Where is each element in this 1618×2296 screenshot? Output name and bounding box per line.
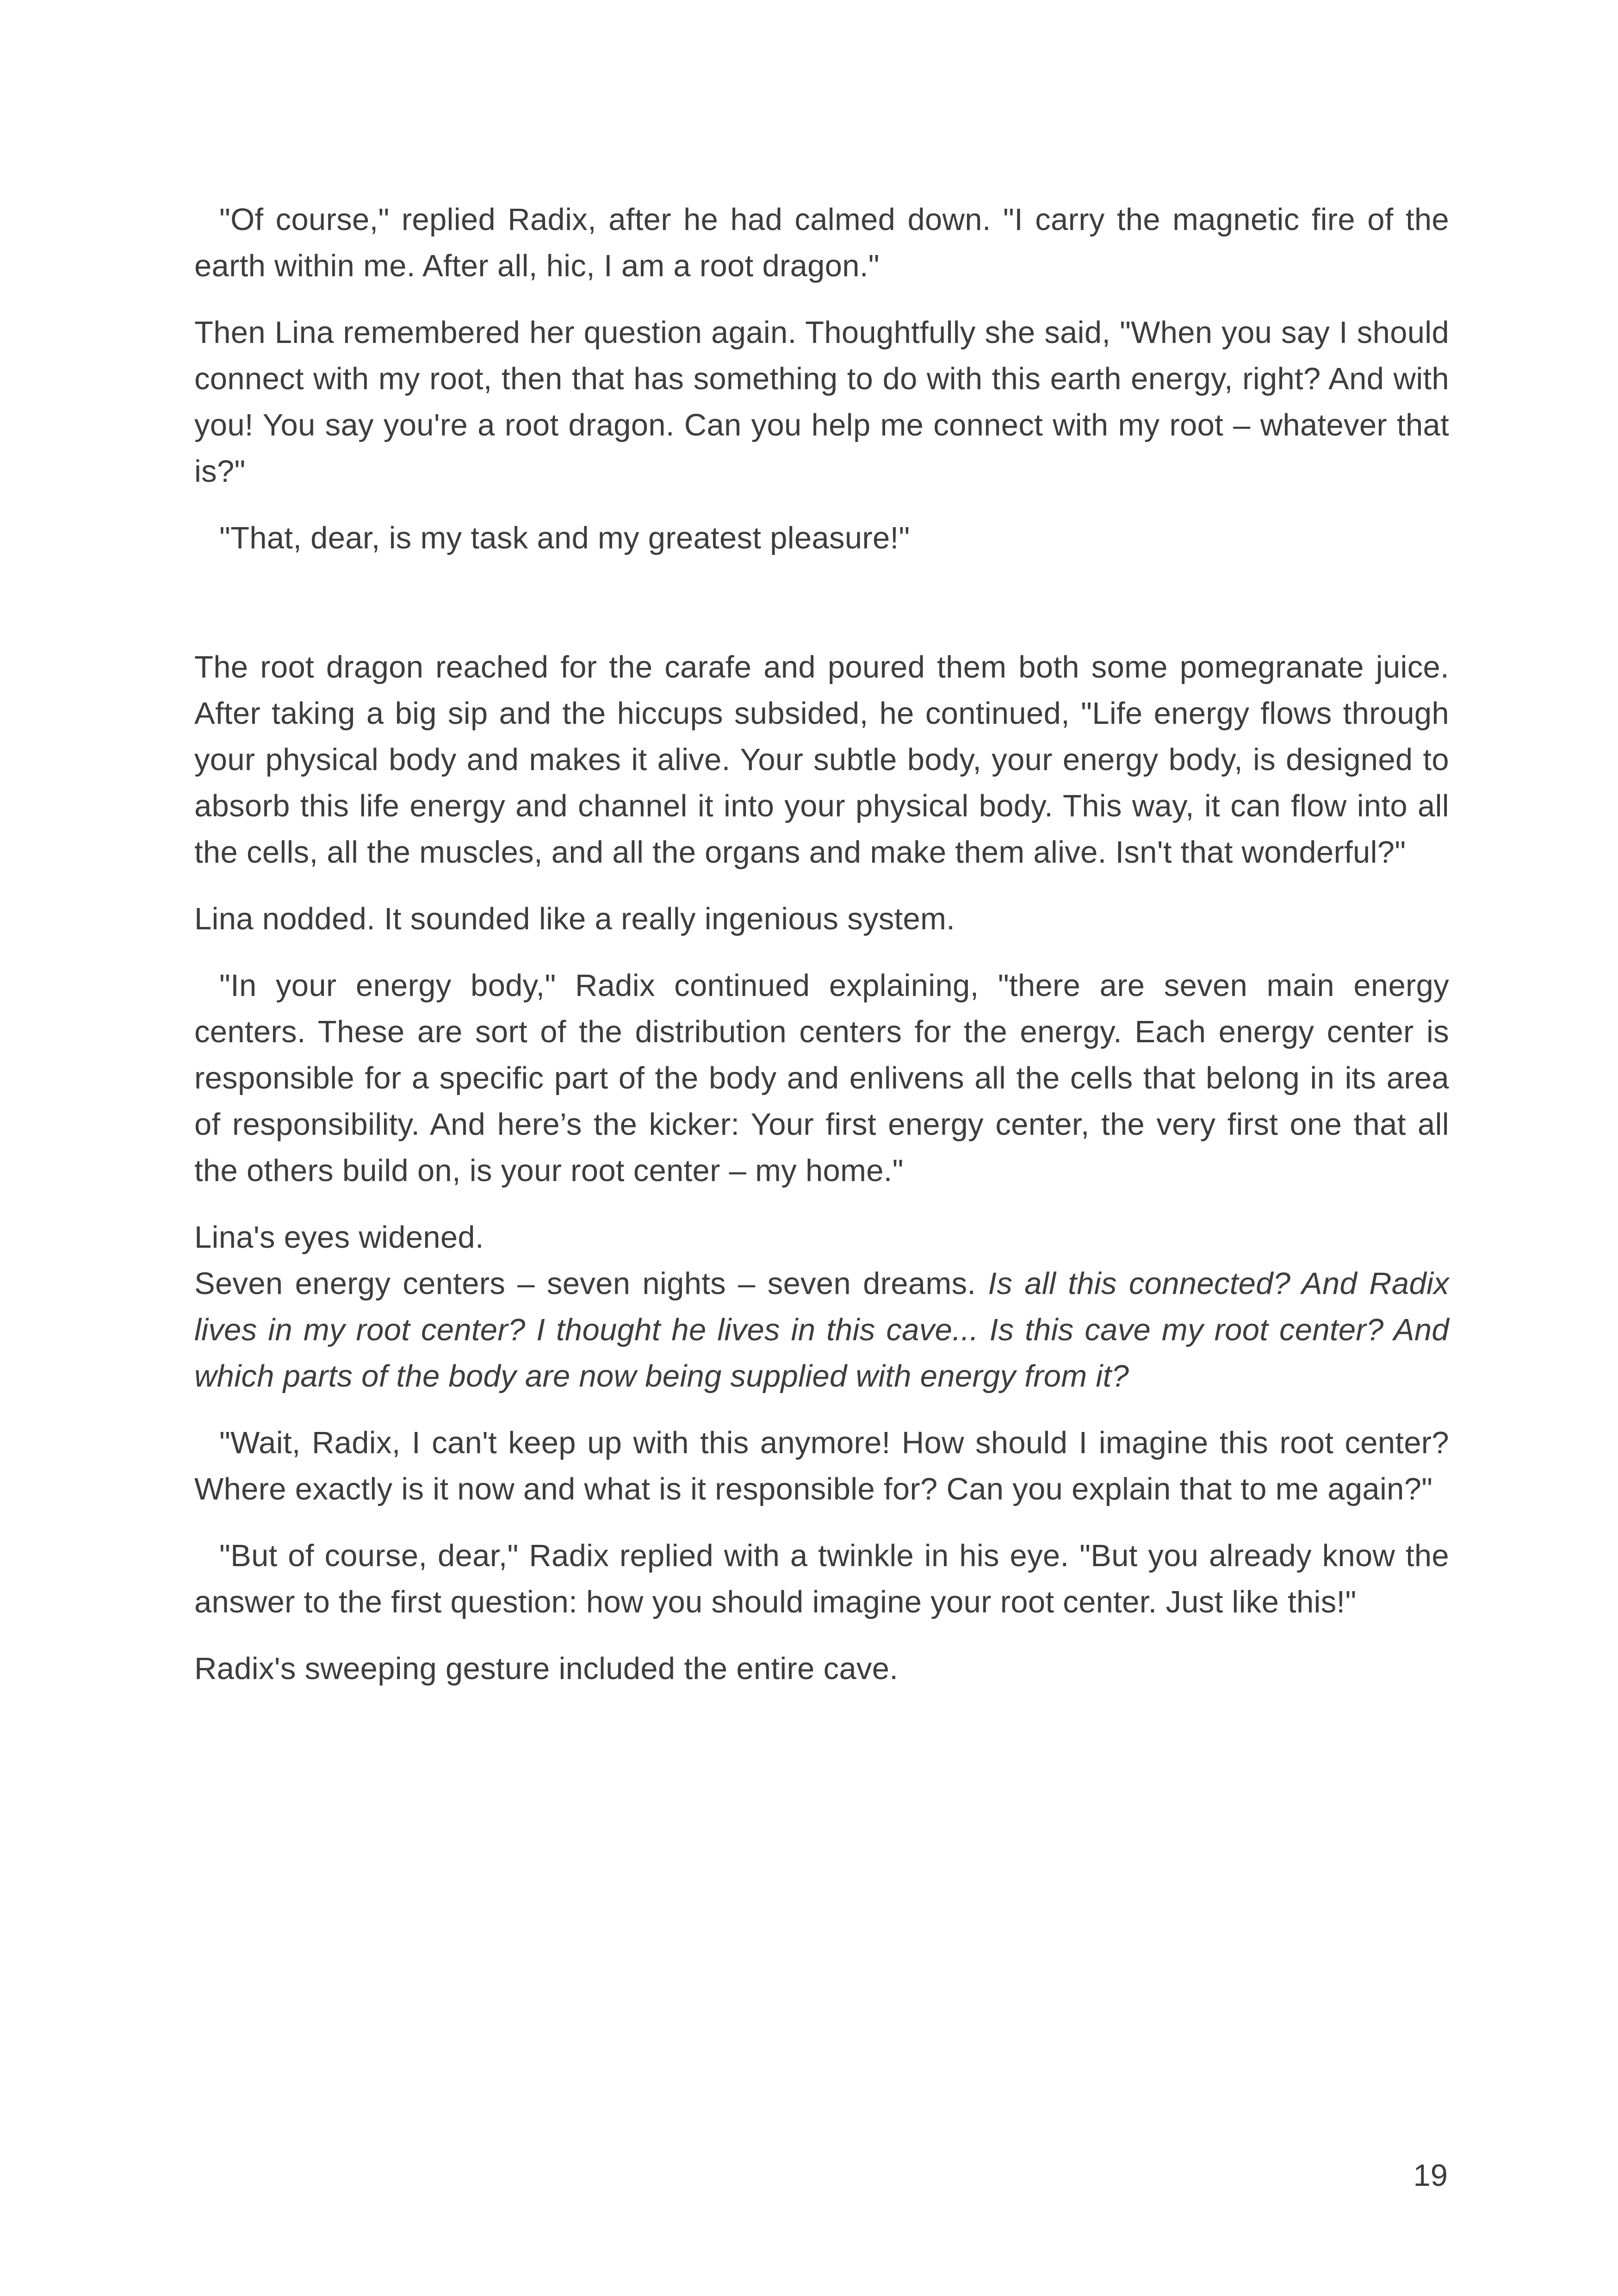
paragraph-lina-nodded: Lina nodded. It sounded like a really ingenious system. <box>194 902 955 936</box>
inner-monologue-italic: Is all this connected? And Radix lives in my root center? I thought he lives in this cave... Is this cave my root center? And which parts of the body are now being supplied with energy from it? <box>194 1266 1449 1394</box>
paragraph-inner-monologue <box>194 1261 1449 1400</box>
paragraph-energy-centers: "In your energy body," Radix continued explaining, "there are seven main energy centers. These are sort of the distribution centers for the energy. Each energy center is responsible for a specific part of the body and enlivens all the cells that belong in its area of responsibility. And here’s the kicker: Your first energy center, the very first one that all the others build on, is your root center – my home." <box>194 968 1449 1188</box>
paragraph-but-of-course: "But of course, dear," Radix replied with a twinkle in his eye. "But you already know the answer to the first question: how you should imagine your root center. Just like this!" <box>194 1538 1449 1619</box>
paragraph-wait-radix: "Wait, Radix, I can't keep up with this anymore! How should I imagine this root center? Where exactly is it now and what is it responsible for? Can you explain that to me again?" <box>194 1425 1449 1506</box>
scene-break <box>194 582 1449 644</box>
paragraph-radix-pleasure: "That, dear, is my task and my greatest pleasure!" <box>219 521 910 555</box>
paragraph-radix-of-course: "Of course," replied Radix, after he had calmed down. "I carry the magnetic fire of the earth within me. After all, hic, I am a root dragon." <box>194 202 1449 283</box>
page-text <box>194 197 1449 1712</box>
paragraph-sweeping-gesture: Radix's sweeping gesture included the entire cave. <box>194 1651 899 1686</box>
paragraph-eyes-widened: Lina's eyes widened. <box>194 1220 484 1255</box>
inner-monologue-lead: Seven energy centers – seven nights – seven dreams. <box>194 1266 988 1301</box>
paragraph-pomegranate-juice: The root dragon reached for the carafe and poured them both some pomegranate juice. After taking a big sip and the hiccups subsided, he continued, "Life energy flows through your physical body and makes it alive. Your subtle body, your energy body, is designed to absorb this life energy and channel it into your physical body. This way, it can flow into all the cells, all the muscles, and all the organs and make them alive. Isn't that wonderful?" <box>194 650 1449 870</box>
paragraph-lina-question: Then Lina remembered her question again. Thoughtfully she said, "When you say I should connect with my root, then that has something to do with this earth energy, right? And with you! You say you're a root dragon. Can you help me connect with my root – whatever that is?" <box>194 315 1449 489</box>
page-number: 19 <box>1413 2158 1448 2193</box>
